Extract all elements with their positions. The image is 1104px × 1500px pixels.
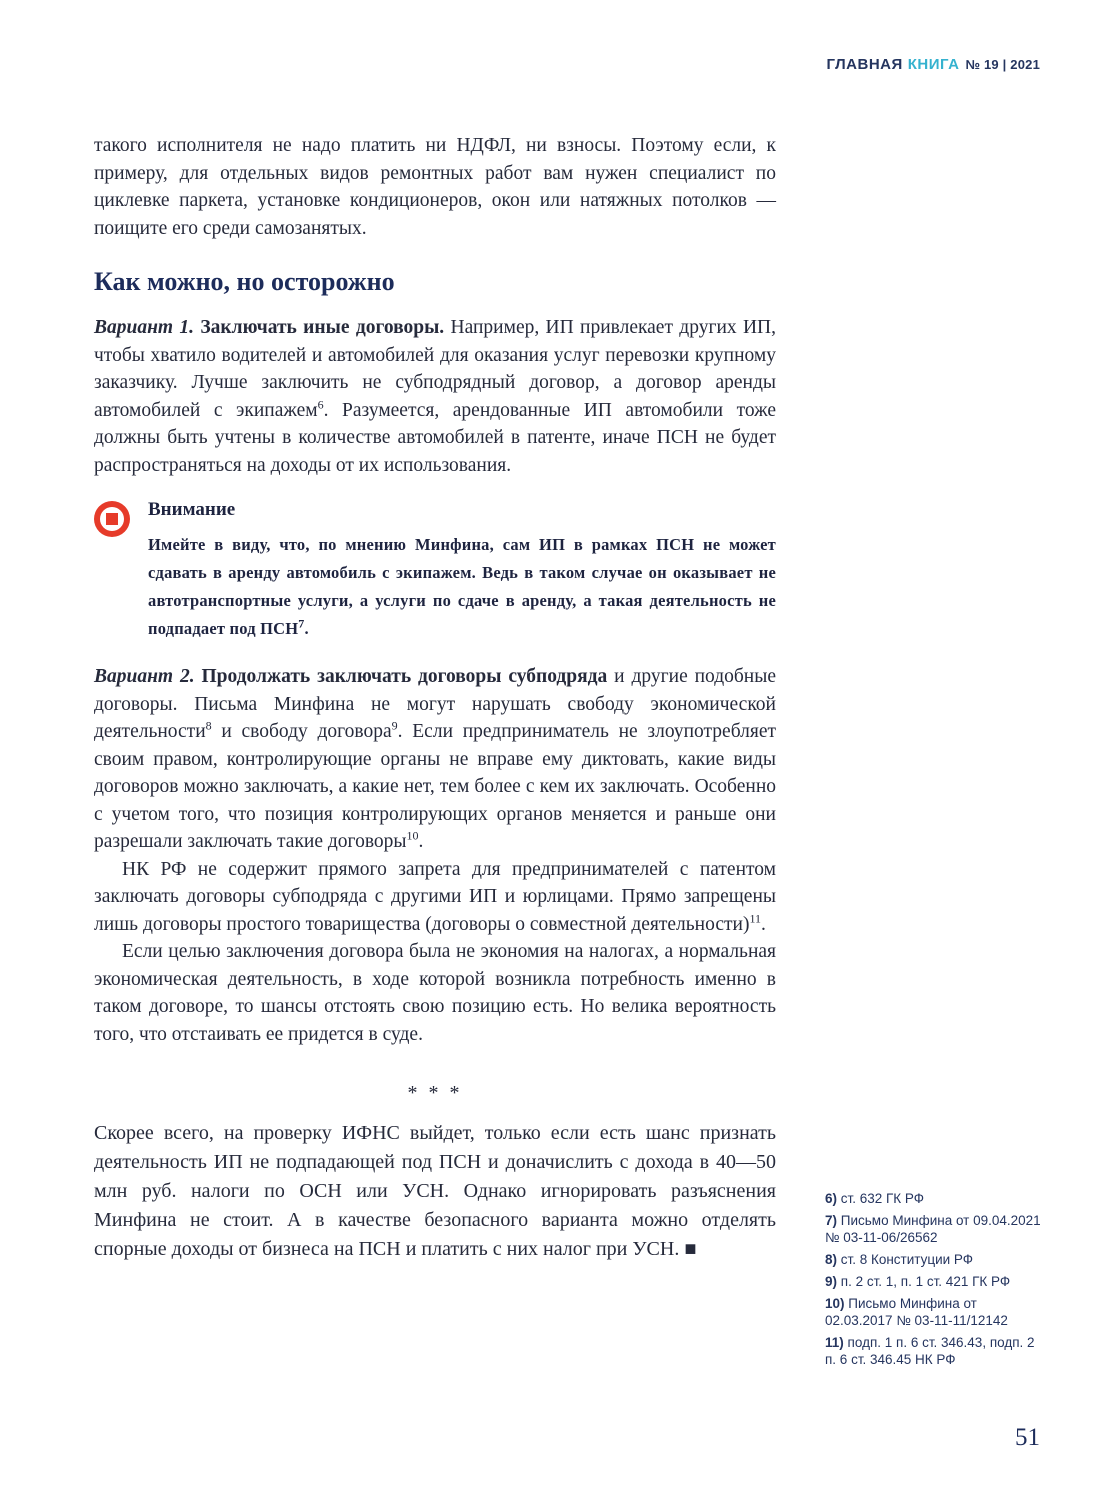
page-number: 51	[1015, 1424, 1040, 1451]
footnote-10	[825, 1295, 1043, 1329]
footnote-ref-6: 6	[317, 397, 324, 411]
attention-icon-ring	[100, 507, 124, 531]
variant1-text-2: . Разумеется, арендованные ИП автомобили тоже должны быть учтены в количестве автомобилей в патенте, иначе ПСН не будет распространяться на доходы от их использования.	[94, 399, 776, 476]
footnote-7	[825, 1212, 1043, 1246]
footnote-9	[825, 1273, 1043, 1290]
footnote-6-number: 6)	[825, 1191, 838, 1206]
section-heading: Как можно, но осторожно	[94, 267, 395, 296]
variant1-bold-lead: Заключать иные договоры.	[200, 317, 445, 338]
brand-glavnaya: ГЛАВНАЯ	[826, 56, 903, 73]
footnote-6	[825, 1190, 1043, 1207]
variant2-text-2: и свободу договора	[211, 721, 392, 742]
attention-icon	[94, 501, 130, 537]
variant2-text-4: .	[418, 831, 424, 852]
issue-number: № 19 | 2021	[965, 57, 1040, 72]
footnote-11-text: подп. 1 п. 6 ст. 346.43, подп. 2 п. 6 ст. 346.45 НК РФ	[825, 1335, 1035, 1367]
attention-content	[148, 499, 776, 643]
variant2-text: и другие подобные договоры. Письма Минфина не могут нарушать свободу экономической деятельности	[94, 666, 776, 742]
variant1-label: Вариант 1.	[94, 317, 195, 338]
variant2-bold-lead: Продолжать заключать договоры субподряда	[201, 666, 608, 687]
footnote-7-text: Письмо Минфина от 09.04.2021 № 03-11-06/26562	[825, 1213, 1041, 1245]
footnote-6-text: ст. 632 ГК РФ	[840, 1191, 925, 1206]
footnote-ref-8: 8	[205, 718, 212, 733]
footnote-ref-9: 9	[391, 718, 398, 733]
footnote-ref-10: 10	[406, 828, 419, 843]
footnote-9-text: п. 2 ст. 1, п. 1 ст. 421 ГК РФ	[840, 1274, 1011, 1289]
intro-paragraph: такого исполнителя не надо платить ни НДФЛ, ни взносы. Поэтому если, к примеру, для отдельных видов ремонтных работ вам нужен специалист по циклевке паркета, установке кондиционеров, окон или натяжных потолков — поищите его среди самозанятых.	[94, 135, 776, 239]
paragraph-goal: Если целью заключения договора была не экономия на налогах, а нормальная экономическая деятельность, в ходе которой возникла потребность именно в таком договоре, то шансы отстоять свою позицию есть. Но велика вероятность того, что отстаивать ее придется в суде.	[94, 941, 776, 1045]
footnote-ref-11: 11	[749, 911, 762, 925]
footnote-9-number: 9)	[825, 1274, 838, 1289]
footnotes-sidebar	[825, 1190, 1043, 1373]
footnote-8	[825, 1251, 1043, 1268]
paragraph-nk-text-2: .	[761, 913, 766, 935]
variant2-paragraph	[94, 663, 776, 856]
variant2-text-3: . Если предприниматель не злоупотребляет своим правом, контролирующие органы не вправе ему диктовать, какие виды договоров можно заключать, а какие нет, тем более с кем их заключать. Особенно с учетом того, что позиция контролирующих органов меняется и раньше они разрешали заключать такие договоры	[94, 721, 777, 852]
attention-box	[94, 499, 776, 643]
page-header	[827, 56, 1041, 73]
main-text-column	[94, 132, 776, 1264]
attention-icon-square	[106, 513, 118, 525]
variant2-label: Вариант 2.	[94, 666, 195, 687]
footnote-7-number: 7)	[825, 1213, 838, 1228]
attention-title: Внимание	[148, 499, 236, 520]
footnote-8-number: 8)	[825, 1252, 838, 1267]
conclusion-paragraph: Скорее всего, на проверку ИФНС выйдет, только если есть шанс признать деятельность ИП не подпадающей под ПСН и доначислить с дохода в 40—50 млн руб. налоги по ОСН или УСН. Однако игнорировать разъяснения Минфина не стоит. А в качестве безопасного варианта можно отделять спорные доходы от бизнеса на ПСН и платить с них налог при УСН. ■	[94, 1122, 776, 1260]
attention-text	[148, 531, 776, 643]
footnote-10-text: Письмо Минфина от 02.03.2017 № 03-11-11/12142	[825, 1296, 1008, 1328]
section-separator: * * *	[407, 1082, 463, 1104]
paragraph-nk-rf	[94, 856, 776, 939]
variant1-text: Например, ИП привлекает других ИП, чтобы хватило водителей и автомобилей для оказания услуг перевозки крупному заказчику. Лучше заключить не субподрядный договор, а договор аренды автомобилей с экипажем	[94, 317, 776, 421]
attention-text-body: Имейте в виду, что, по мнению Минфина, сам ИП в рамках ПСН не может сдавать в аренду автомобиль с экипажем. Ведь в таком случае он оказывает не автотранспортные услуги, а услуги по сдаче в аренду, а такая деятельность не подпадает под ПСН	[148, 535, 776, 638]
brand-kniga: КНИГА	[907, 56, 960, 73]
footnote-10-number: 10)	[825, 1296, 845, 1311]
footnote-11	[825, 1334, 1043, 1368]
footnote-11-number: 11)	[825, 1335, 844, 1350]
paragraph-nk-text: НК РФ не содержит прямого запрета для предпринимателей с патентом заключать договоры субподряда с другими ИП и юрлицами. Прямо запрещены лишь договоры простого товарищества (договоры о совместной деятельности)	[94, 858, 776, 935]
footnote-8-text: ст. 8 Конституции РФ	[840, 1252, 974, 1267]
variant1-paragraph	[94, 314, 776, 479]
attention-text-end: .	[304, 619, 309, 638]
footnote-ref-7: 7	[298, 616, 305, 631]
